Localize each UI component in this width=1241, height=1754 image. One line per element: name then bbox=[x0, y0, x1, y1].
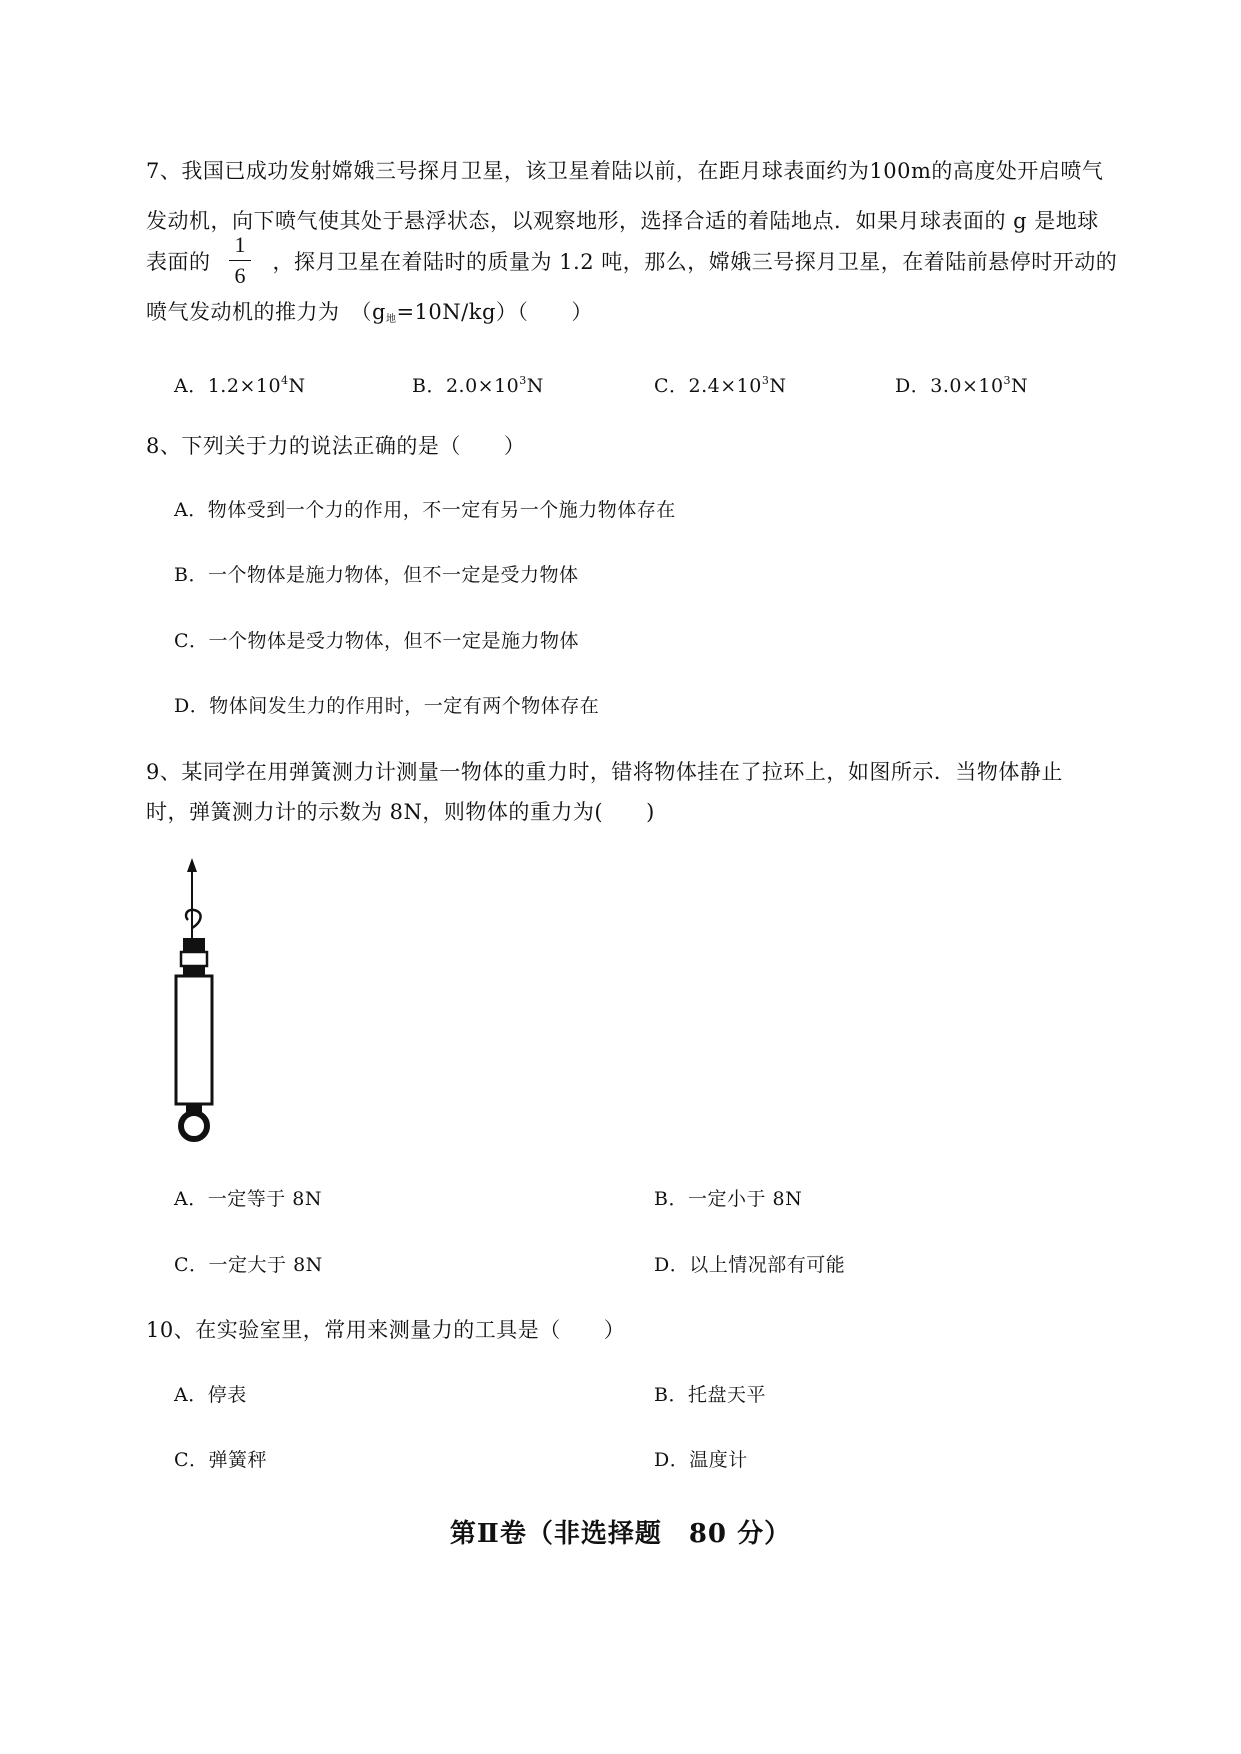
q9-option-a: A．一定等于 8N bbox=[174, 1188, 322, 1210]
q7-option-a-unit: N bbox=[288, 375, 306, 397]
q7-option-d bbox=[895, 368, 1028, 399]
q7-line-4-pre: 喷气发动机的推力为 （g bbox=[146, 300, 386, 324]
q8-option-b: B．一个物体是施力物体，但不一定是受力物体 bbox=[174, 564, 579, 586]
g-subscript: 地 bbox=[385, 314, 397, 325]
q7-line-3-post: ，探月卫星在着陆时的质量为 1.2 吨，那么，嫦娥三号探月卫星，在着陆前悬停时开动的 bbox=[272, 250, 1118, 274]
q9-option-b: B．一定小于 8N bbox=[654, 1188, 803, 1210]
q7-line-3 bbox=[146, 248, 1117, 276]
q8-option-d: D．物体间发生力的作用时，一定有两个物体存在 bbox=[174, 695, 600, 717]
q8-option-a: A．物体受到一个力的作用，不一定有另一个施力物体存在 bbox=[174, 499, 676, 521]
q7-option-d-unit: N bbox=[1011, 375, 1029, 397]
q7-option-b-unit: N bbox=[526, 375, 544, 397]
spring-scale-figure bbox=[168, 858, 228, 1148]
fraction-numerator: 1 bbox=[234, 232, 246, 257]
q7-line-4-post: =10N/kg）（ ） bbox=[396, 300, 593, 324]
q10-option-b: B．托盘天平 bbox=[654, 1384, 766, 1406]
q7-option-d-base: D．3.0×10 bbox=[895, 375, 1004, 397]
q7-line-3-pre: 表面的 bbox=[146, 250, 211, 274]
fraction-denominator: 6 bbox=[234, 263, 246, 288]
q10-option-a: A．停表 bbox=[174, 1384, 247, 1406]
q7-option-c bbox=[654, 368, 786, 399]
q9-line-2: 时，弹簧测力计的示数为 8N，则物体的重力为( ) bbox=[146, 800, 655, 824]
q9-option-d: D．以上情况部有可能 bbox=[654, 1254, 846, 1276]
section-title: 第Ⅱ卷（非选择题 80 分） bbox=[449, 1519, 792, 1549]
q7-option-c-base: C．2.4×10 bbox=[654, 375, 762, 397]
q7-line-2: 发动机，向下喷气使其处于悬浮状态，以观察地形，选择合适的着陆地点．如果月球表面的 g 是地球 bbox=[146, 209, 1099, 233]
q7-option-a bbox=[174, 368, 306, 399]
q8-option-c: C．一个物体是受力物体，但不一定是施力物体 bbox=[174, 630, 580, 652]
q7-option-c-exp: 3 bbox=[761, 374, 770, 387]
q7-option-b-base: B．2.0×10 bbox=[412, 375, 520, 397]
q9-option-c: C．一定大于 8N bbox=[174, 1254, 323, 1276]
q9-line-1: 9、某同学在用弹簧测力计测量一物体的重力时，错将物体挂在了拉环上，如图所示．当物体静止 bbox=[146, 760, 1063, 784]
q10-stem: 10、在实验室里，常用来测量力的工具是（ ） bbox=[146, 1318, 626, 1342]
q7-line-1: 7、我国已成功发射嫦娥三号探月卫星，该卫星着陆以前，在距月球表面约为100m的高度处开启喷气 bbox=[146, 159, 1104, 183]
fraction-one-sixth bbox=[228, 232, 252, 289]
q7-option-a-base: A．1.2×10 bbox=[174, 375, 282, 397]
q7-option-c-unit: N bbox=[769, 375, 787, 397]
q7-option-d-exp: 3 bbox=[1003, 374, 1012, 387]
q10-option-d: D．温度计 bbox=[654, 1449, 748, 1471]
q7-option-b bbox=[412, 368, 544, 399]
q7-line-4 bbox=[146, 298, 593, 334]
q10-option-c: C．弹簧秤 bbox=[174, 1449, 268, 1471]
fraction-bar bbox=[229, 260, 251, 261]
q7-option-b-exp: 3 bbox=[519, 374, 527, 387]
q8-stem: 8、下列关于力的说法正确的是（ ） bbox=[146, 434, 526, 458]
q7-option-a-exp: 4 bbox=[281, 374, 289, 387]
